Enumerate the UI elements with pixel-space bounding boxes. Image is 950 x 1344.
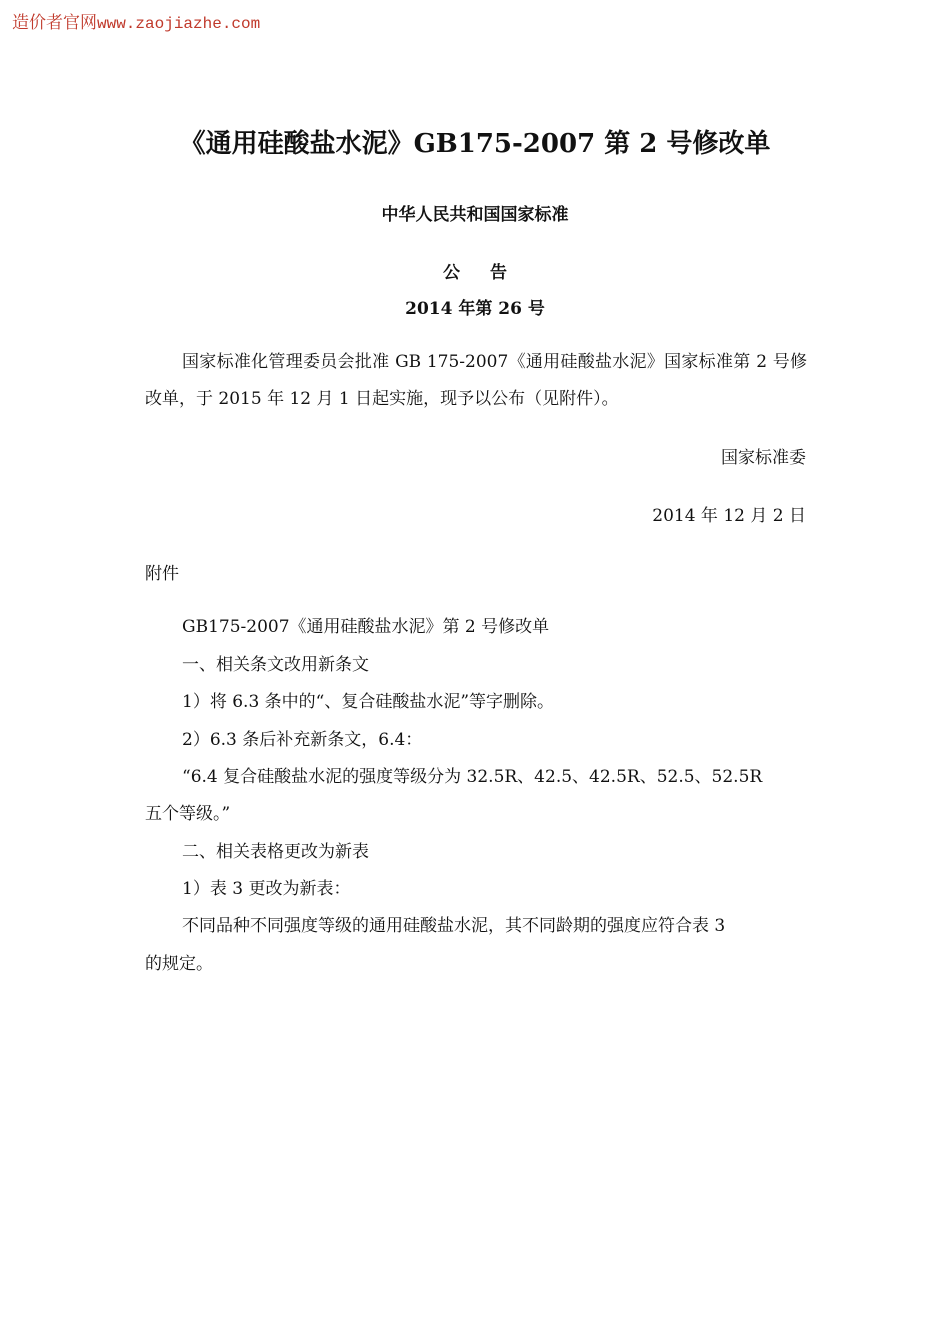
final-line2: 的规定。 <box>145 954 213 974</box>
attachment-heading: GB175-2007《通用硅酸盐水泥》第 2 号修改单 <box>182 617 550 637</box>
document-title: 《通用硅酸盐水泥》GB175-2007 第 2 号修改单 <box>179 129 771 159</box>
announcement-paragraph: 国家标准化管理委员会批准 GB 175-2007《通用硅酸盐水泥》国家标准第 2 号修改单，于 2015 年 12 月 1 日起实施，现予以公布（见附件）。 <box>145 352 807 409</box>
item3: 1）表 3 更改为新表： <box>182 879 351 899</box>
quote-line2: 五个等级。” <box>145 804 231 824</box>
watermark-site-name: 造价者官网 <box>12 13 97 33</box>
document-date: 2014 年 12 月 2 日 <box>652 506 806 526</box>
attachment-label: 附件 <box>145 564 179 584</box>
watermark <box>12 8 260 33</box>
watermark-url: www.zaojiazhe.com <box>97 15 261 33</box>
notice-number: 2014 年第 26 号 <box>405 299 545 319</box>
issuer-heading: 中华人民共和国国家标准 <box>381 205 569 225</box>
section2-title: 二、相关表格更改为新表 <box>182 842 369 862</box>
signature: 国家标准委 <box>721 448 806 468</box>
item2: 2）6.3 条后补充新条文，6.4： <box>182 730 423 750</box>
quote-line1: “6.4 复合硅酸盐水泥的强度等级分为 32.5R、42.5、42.5R、52.5、52.5R <box>182 767 763 787</box>
section1-title: 一、相关条文改用新条文 <box>182 655 369 675</box>
notice-label: 公告 <box>443 263 537 283</box>
final-line1: 不同品种不同强度等级的通用硅酸盐水泥，其不同龄期的强度应符合表 3 <box>182 916 726 936</box>
item1: 1）将 6.3 条中的“、复合硅酸盐水泥”等字删除。 <box>182 692 555 712</box>
